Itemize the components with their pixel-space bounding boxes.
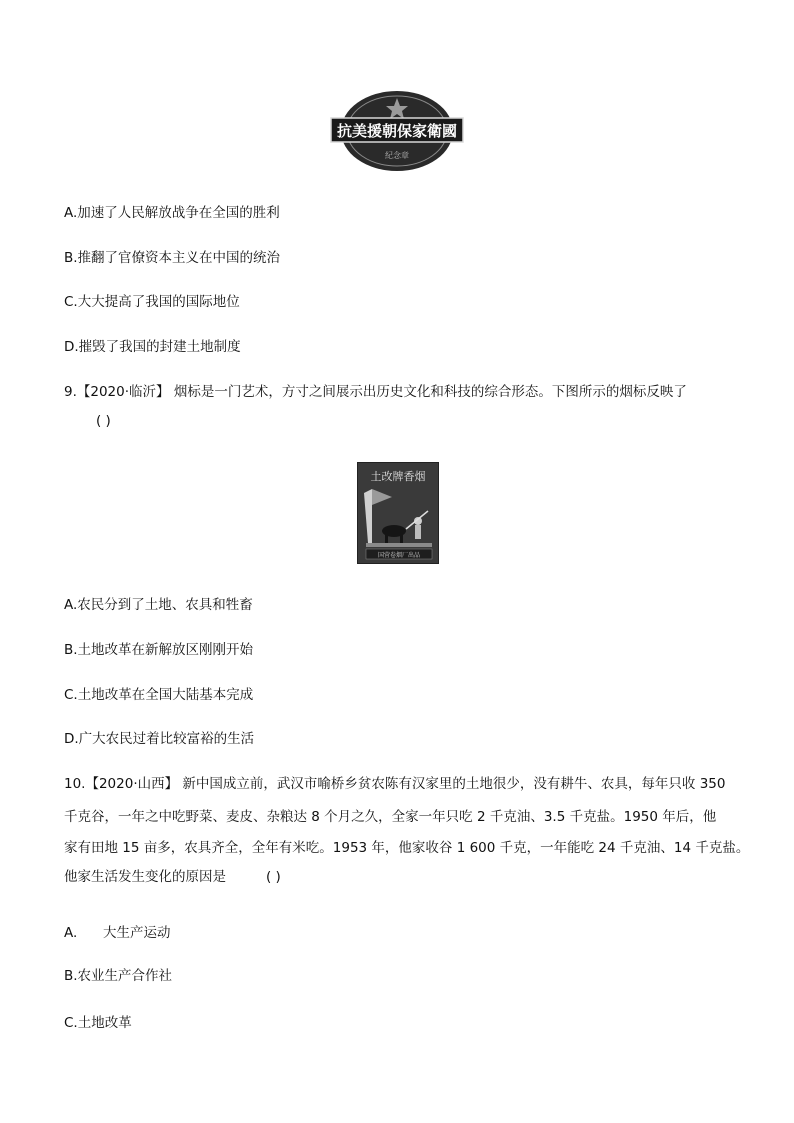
q8-option-d: D.摧毁了我国的封建土地制度 (64, 339, 241, 355)
q9-answer-paren: ( ) (96, 413, 111, 429)
q10-answer-paren: ( ) (266, 869, 281, 885)
q10-option-b: B.农业生产合作社 (64, 968, 173, 984)
q10-option-c: C.土地改革 (64, 1015, 132, 1031)
q10-stem-line-3: 家有田地 15 亩多，农具齐全，全年有米吃。1953 年，他家收谷 1 600 千克，一年能吃 24 千克油、14 千克盐。 (64, 840, 750, 856)
q9-option-b: B.土地改革在新解放区刚刚开始 (64, 642, 254, 658)
pack-title: 土改牌香烟 (370, 470, 426, 483)
q9-stem: 9.【2020·临沂】 烟标是一门艺术，方寸之间展示出历史文化和科技的综合形态。下图所示的烟标反映了 (64, 384, 687, 400)
q8-option-b: B.推翻了官僚资本主义在中国的统治 (64, 250, 281, 266)
q8-option-a: A.加速了人民解放战争在全国的胜利 (64, 205, 280, 221)
q10-option-a: A. 大生产运动 (64, 925, 171, 941)
badge-sub-text: 紀念章 (385, 151, 409, 160)
cigarette-pack-image (357, 462, 439, 564)
pack-footer: 国营卷烟厂出品 (377, 552, 421, 559)
q9-option-a: A.农民分到了土地、农具和牲畜 (64, 597, 253, 613)
q8-option-c: C.大大提高了我国的国际地位 (64, 294, 240, 310)
q9-option-d: D.广大农民过着比较富裕的生活 (64, 731, 255, 747)
badge-main-text: 抗美援朝保家衛國 (336, 122, 458, 140)
resist-america-aid-korea-badge-image (327, 90, 467, 172)
q9-option-c: C.土地改革在全国大陆基本完成 (64, 687, 254, 703)
q10-stem-line-2: 千克谷，一年之中吃野菜、麦皮、杂粮达 8 个月之久，全家一年只吃 2 千克油、3.5 千克盐。1950 年后，他 (64, 809, 717, 825)
q10-stem-line-1: 10.【2020·山西】 新中国成立前，武汉市喻桥乡贫农陈有汉家里的土地很少，没有耕牛、农具，每年只收 350 (64, 776, 726, 792)
q10-stem-line-4 (64, 867, 281, 887)
q10-stem-question: 他家生活发生变化的原因是 (64, 869, 226, 885)
